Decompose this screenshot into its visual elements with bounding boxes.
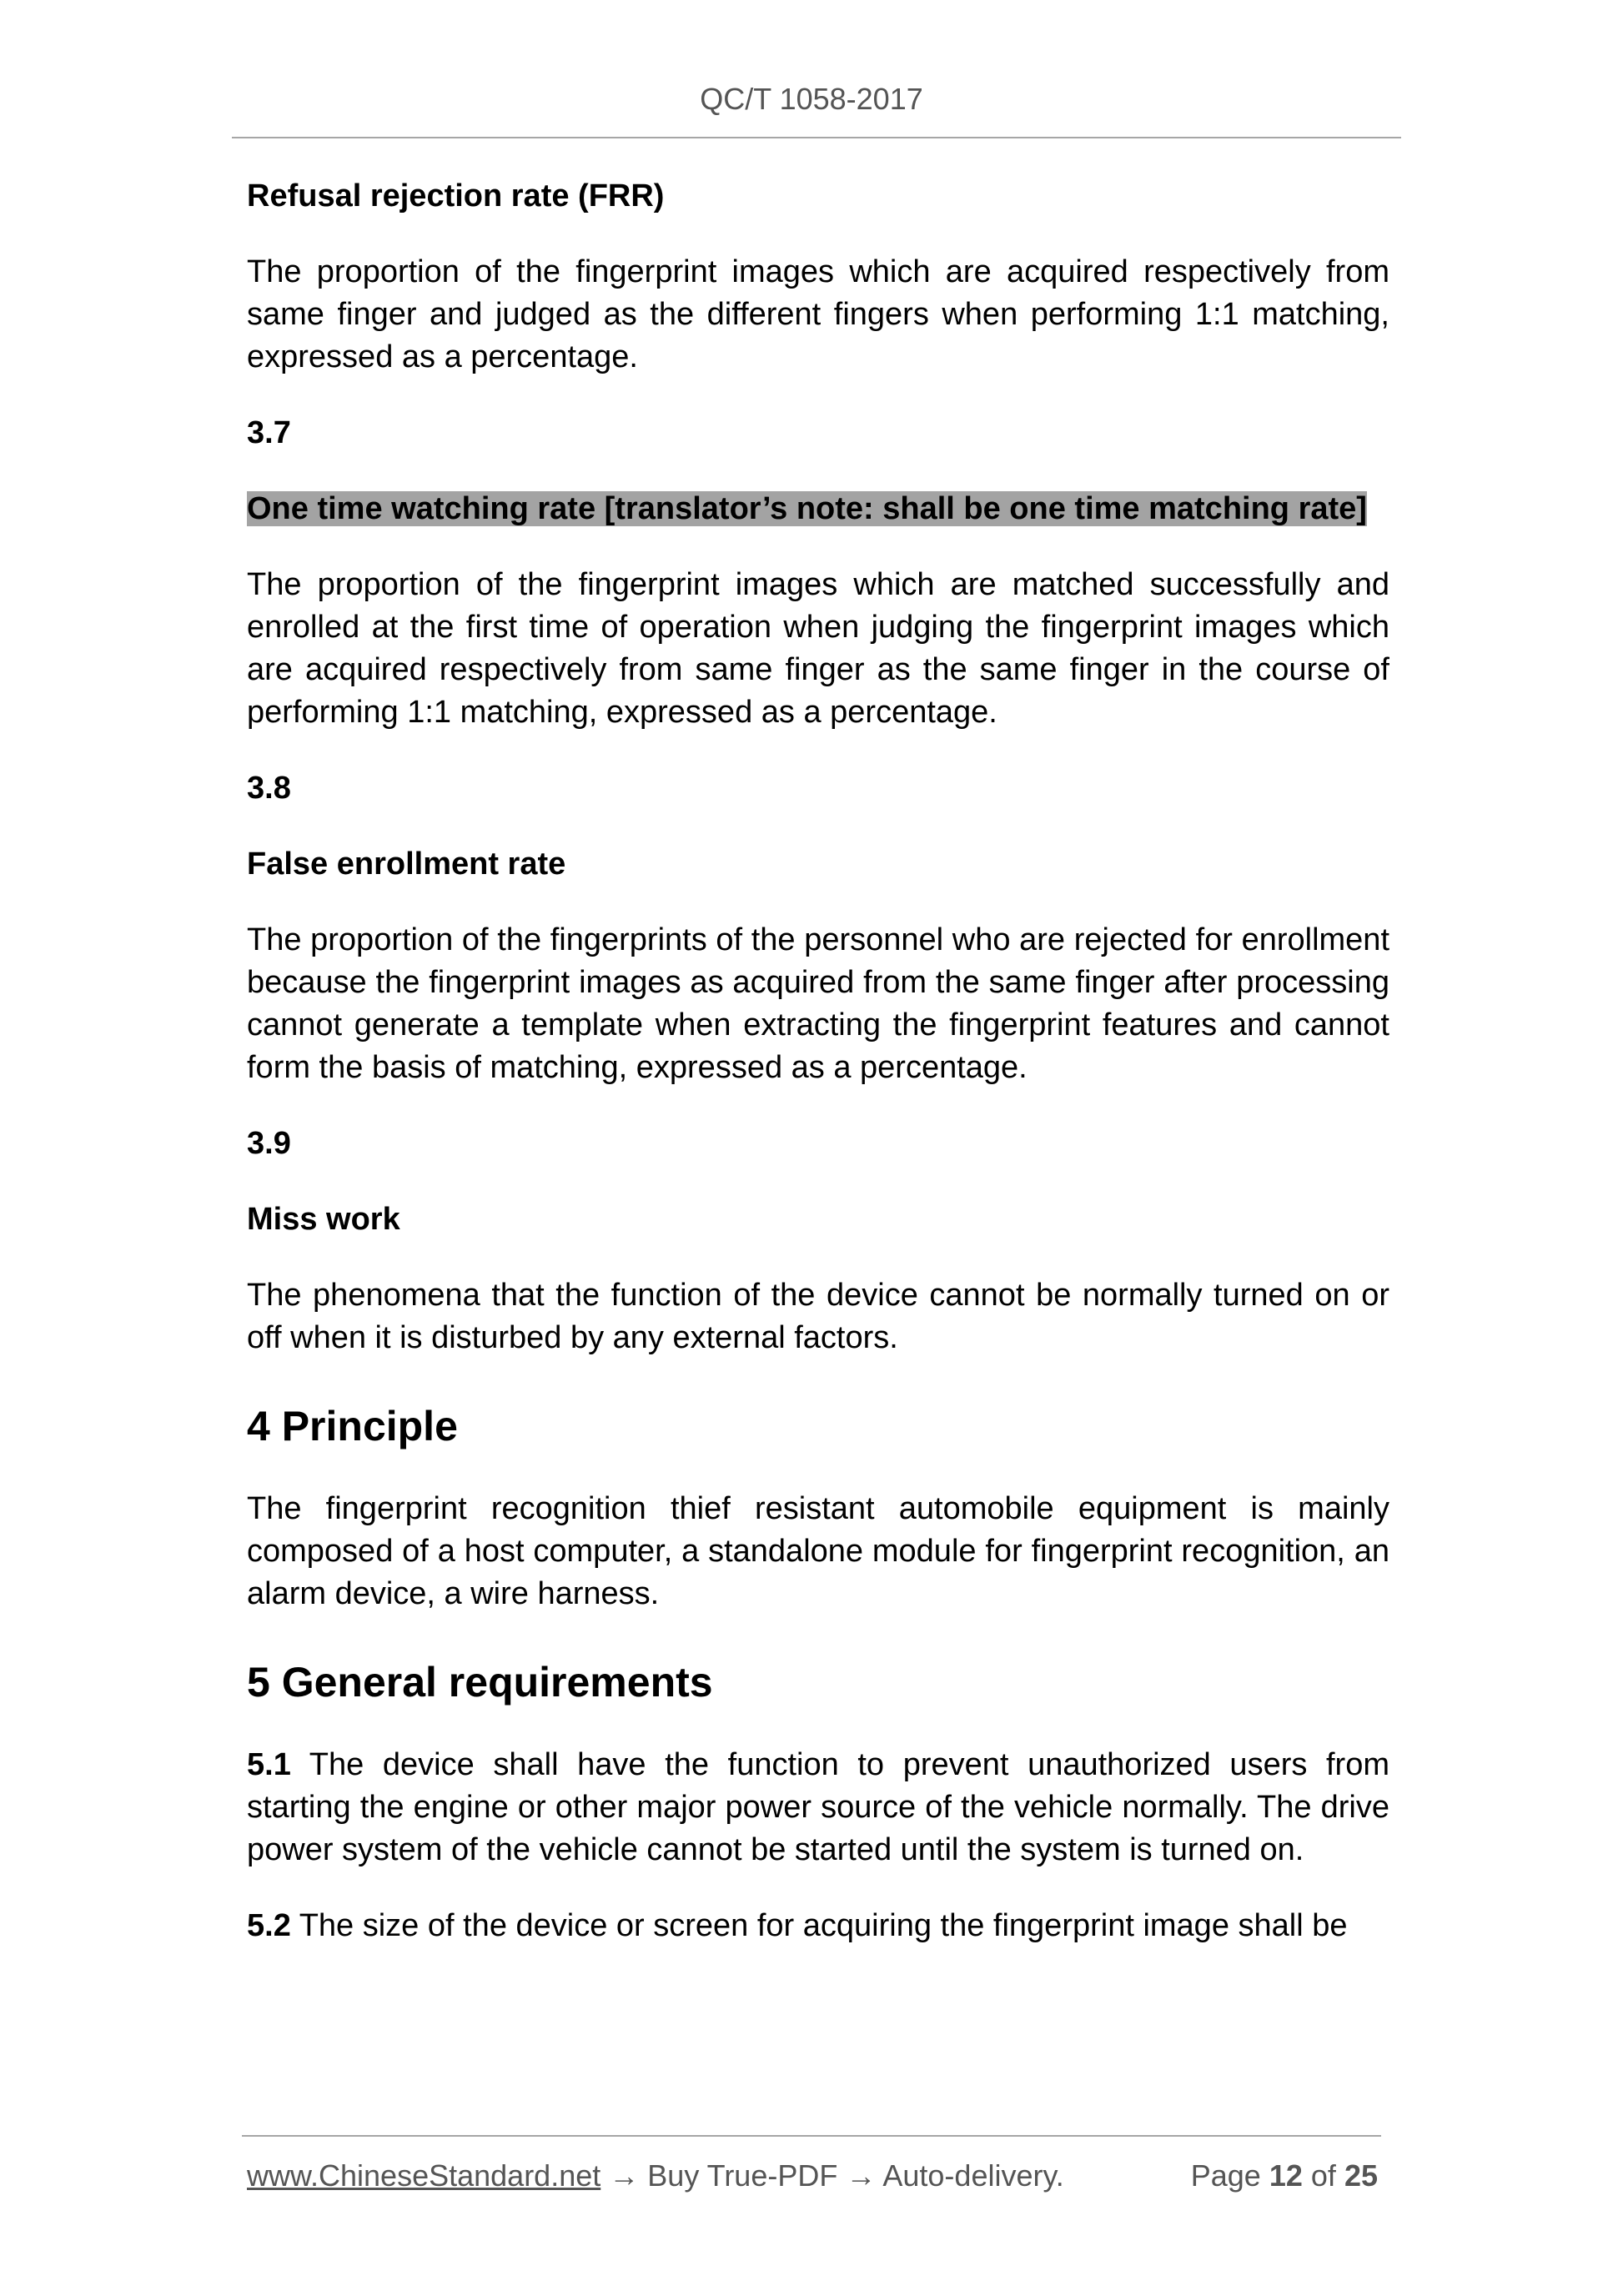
page-number (1191, 2158, 1378, 2193)
clause-5-2-text: The size of the device or screen for acquiring the fingerprint image shall be (299, 1908, 1348, 1943)
clause-5-1 (247, 1744, 1389, 1871)
section-4-heading: 4 Principle (247, 1403, 458, 1449)
section-5-heading: 5 General requirements (247, 1659, 713, 1706)
term-3-8-title: False enrollment rate (247, 847, 566, 882)
term-3-8-definition: The proportion of the fingerprints of the personnel who are rejected for enrollment because the fingerprint images as acquired from the same finger after processing cannot generate a template when extracting the fingerprint features and cannot form the basis of matching, expressed as a percentage. (247, 922, 1389, 1085)
highlighted-term: One time watching rate [translator’s note: shall be one time matching rate] (247, 491, 1367, 526)
term-3-9-title: Miss work (247, 1202, 400, 1237)
page-current: 12 (1269, 2158, 1303, 2193)
of-label: of (1310, 2158, 1336, 2193)
arrow-icon: → (846, 2158, 877, 2193)
arrow-icon: → (609, 2158, 640, 2193)
clause-number-3-9: 3.9 (247, 1126, 291, 1161)
header-divider (232, 137, 1401, 138)
clause-5-2 (247, 1905, 1389, 1947)
term-3-7-definition: The proportion of the fingerprint images which are matched successfully and enrolled at the first time of operation when judging the fingerprint images which are acquired respectively from same finger as the same finger in the course of performing 1:1 matching, expressed as a percentage. (247, 567, 1389, 730)
term-3-7-title (247, 488, 1389, 530)
section-4-text: The fingerprint recognition thief resistant automobile equipment is mainly composed of a host computer, a standalone module for fingerprint recognition, an alarm device, a wire harness. (247, 1491, 1389, 1611)
footer-divider (242, 2135, 1381, 2137)
page-total: 25 (1344, 2158, 1378, 2193)
auto-delivery-text: Auto-delivery. (882, 2158, 1064, 2193)
clause-5-1-text: The device shall have the function to prevent unauthorized users from starting the engine or other major power source of the vehicle normally. The drive power system of the vehicle cannot be started until the system is turned on. (247, 1747, 1389, 1867)
document-body (247, 175, 1389, 1981)
clause-5-2-number: 5.2 (247, 1908, 291, 1943)
clause-number-3-7: 3.7 (247, 415, 291, 450)
website-link[interactable]: www.ChineseStandard.net (247, 2158, 601, 2193)
term-frr-title: Refusal rejection rate (FRR) (247, 178, 665, 214)
term-frr-definition: The proportion of the fingerprint images which are acquired respectively from same finger and judged as the different fingers when performing 1:1 matching, expressed as a percentage. (247, 254, 1389, 374)
buy-true-pdf-text: Buy True-PDF (647, 2158, 838, 2193)
clause-5-1-number: 5.1 (247, 1747, 291, 1782)
term-3-9-definition: The phenomena that the function of the device cannot be normally turned on or off when it is disturbed by any external factors. (247, 1278, 1389, 1355)
running-header: QC/T 1058-2017 (700, 82, 923, 116)
page-footer (247, 2158, 1381, 2193)
page-label: Page (1190, 2158, 1261, 2193)
clause-number-3-8: 3.8 (247, 771, 291, 806)
